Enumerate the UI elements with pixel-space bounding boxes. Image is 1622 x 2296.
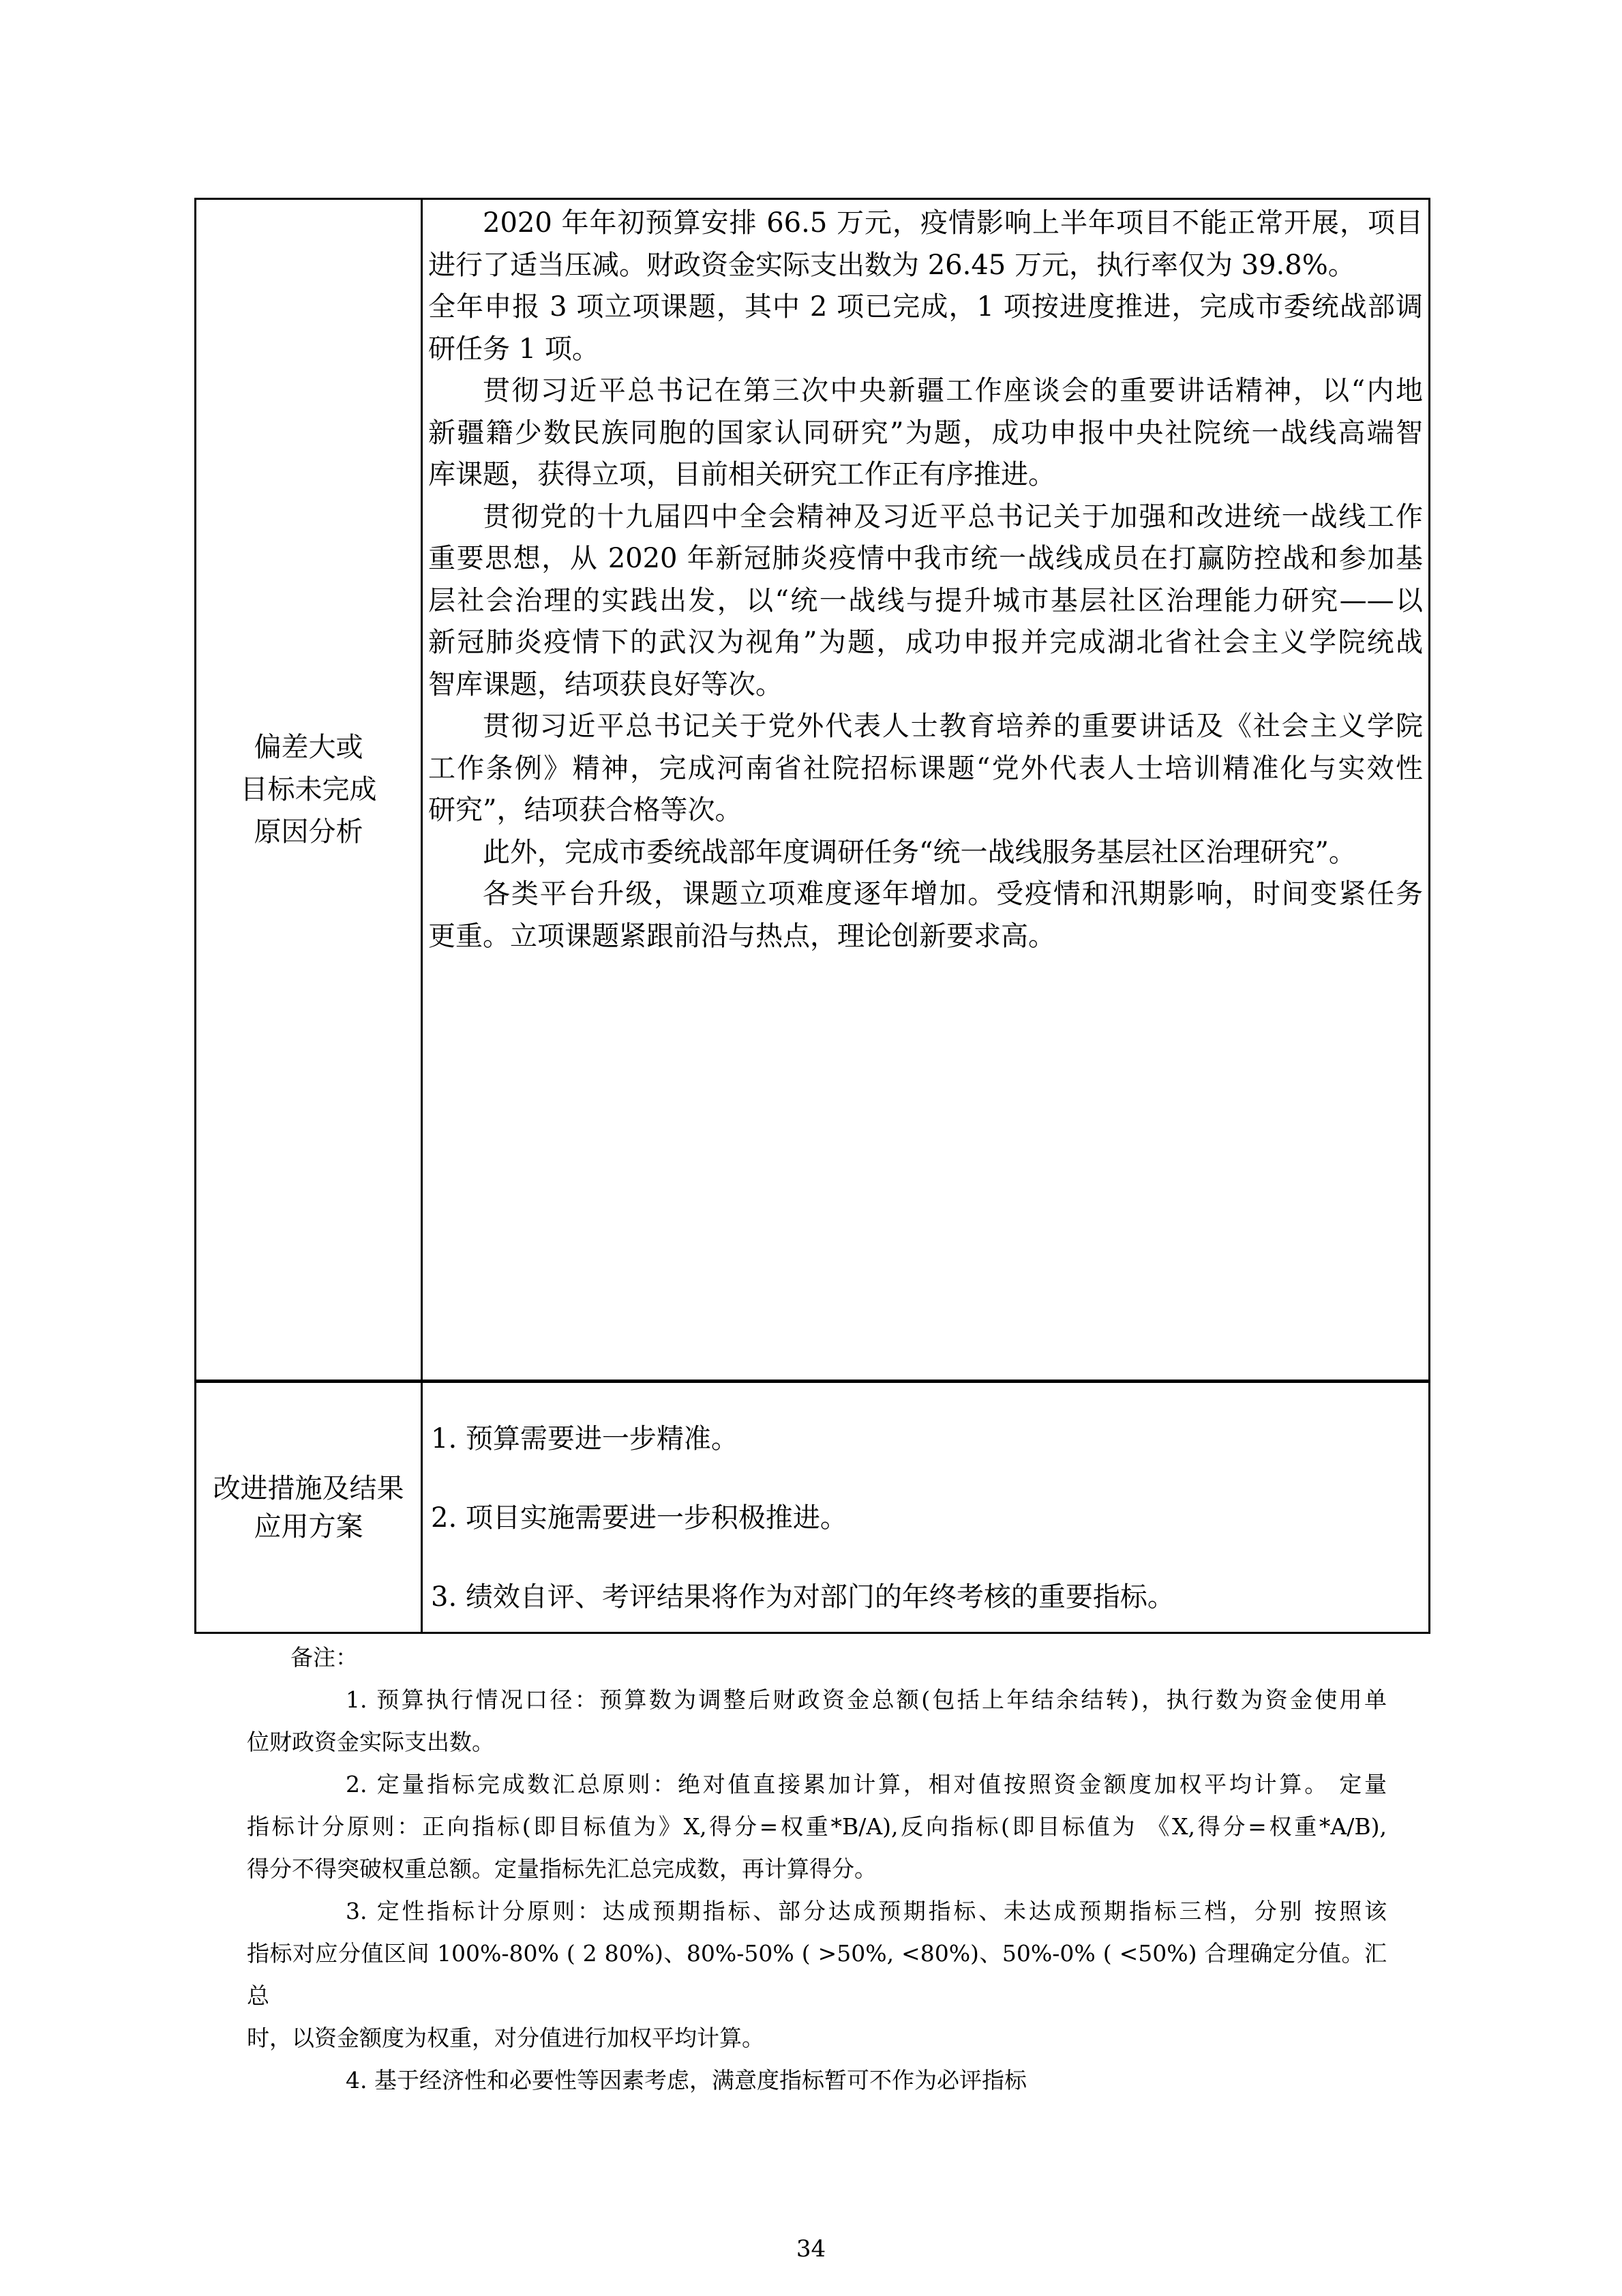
deviation-text-line: 贯彻党的十九届四中全会精神及习近平总书记关于加强和改进统一战线工作 [483, 501, 1423, 533]
page-number: 34 [796, 2235, 826, 2263]
performance-report-table [194, 198, 1430, 1634]
note-line: 时，以资金额度为权重，对分值进行加权平均计算。 [247, 2025, 764, 2051]
deviation-text-line: 新疆籍少数民族同胞的国家认同研究”为题，成功申报中央社院统一战线高端智 [428, 417, 1423, 449]
improvement-label-cell [196, 1383, 423, 1632]
deviation-text-line: 新冠肺炎疫情下的武汉为视角”为题，成功申报并完成湖北省社会主义学院统战 [428, 627, 1423, 658]
deviation-label-line: 原因分析 [254, 816, 363, 848]
notes-lines [247, 1679, 1387, 2102]
improvement-item: 2. 项目实施需要进一步积极推进。 [431, 1502, 847, 1534]
improvement-content-cell [423, 1383, 1428, 1632]
deviation-text-line: 重要思想，从 2020 年新冠肺炎疫情中我市统一战线成员在打赢防控战和参加基 [428, 543, 1423, 574]
deviation-text-line: 贯彻习近平总书记在第三次中央新疆工作座谈会的重要讲话精神，以“内地 [483, 375, 1423, 406]
note-line: 1. 预算执行情况口径：预算数为调整后财政资金总额(包括上年结余结转)，执行数为资金使用单 [346, 1686, 1387, 1713]
deviation-text-line: 进行了适当压减。财政资金实际支出数为 26.45 万元，执行率仅为 39.8%。 [428, 249, 1355, 281]
deviation-label-line: 目标未完成 [240, 774, 377, 805]
deviation-text-line: 贯彻习近平总书记关于党外代表人士教育培养的重要讲话及《社会主义学院 [483, 711, 1423, 742]
deviation-text-line: 研任务 1 项。 [428, 333, 599, 365]
deviation-text-line: 库课题，获得立项，目前相关研究工作正有序推进。 [428, 459, 1055, 490]
improvement-item: 3. 绩效自评、考评结果将作为对部门的年终考核的重要指标。 [431, 1581, 1175, 1613]
note-line: 3. 定性指标计分原则：达成预期指标、部分达成预期指标、未达成预期指标三档，分别 按照该 [346, 1898, 1387, 1924]
deviation-text-line: 智库课题，结项获良好等次。 [428, 668, 783, 700]
deviation-text-line: 工作条例》精神，完成河南省社院招标课题“党外代表人士培训精准化与实效性 [428, 752, 1423, 784]
deviation-text-line: 2020 年年初预算安排 66.5 万元，疫情影响上半年项目不能正常开展，项目 [483, 207, 1423, 239]
note-line: 2. 定量指标完成数汇总原则：绝对值直接累加计算，相对值按照资金额度加权平均计算。 定量 [346, 1771, 1387, 1798]
note-line: 得分不得突破权重总额。定量指标先汇总完成数，再计算得分。 [247, 1855, 877, 1882]
notes-section [247, 1637, 1387, 2102]
improvement-label-line: 改进措施及结果 [213, 1472, 404, 1504]
deviation-text-line: 此外，完成市委统战部年度调研任务“统一战线服务基层社区治理研究”。 [483, 836, 1356, 868]
notes-heading: 备注： [290, 1644, 358, 1671]
improvement-label-line: 应用方案 [254, 1510, 363, 1542]
improvement-item: 1. 预算需要进一步精准。 [431, 1423, 738, 1455]
deviation-text-line: 全年申报 3 项立项课题，其中 2 项已完成，1 项按进度推进，完成市委统战部调 [428, 291, 1423, 323]
deviation-text-line: 更重。立项课题紧跟前沿与热点，理论创新要求高。 [428, 920, 1055, 952]
row-deviation-analysis [196, 200, 1428, 1383]
deviation-content-cell [423, 200, 1428, 1380]
note-line: 指标计分原则：正向指标(即目标值为》X,得分=权重*B/A),反向指标(即目标值为 《X,得分=权重*A/B), [247, 1813, 1387, 1840]
deviation-text-line: 层社会治理的实践出发，以“统一战线与提升城市基层社区治理能力研究——以 [428, 584, 1423, 616]
deviation-label-line: 偏差大或 [254, 732, 363, 763]
deviation-text-line: 各类平台升级，课题立项难度逐年增加。受疫情和汛期影响，时间变紧任务 [483, 878, 1423, 910]
row-improvement-plan [196, 1383, 1428, 1632]
note-line: 指标对应分值区间 100%-80% ( 2 80%)、80%-50% ( >50%, <80%)、50%-0% ( <50%) 合理确定分值。汇总 [247, 1940, 1387, 2009]
note-line: 位财政资金实际支出数。 [247, 1729, 494, 1755]
note-line: 4. 基于经济性和必要性等因素考虑，满意度指标暂可不作为必评指标 [346, 2067, 1027, 2093]
deviation-text-line: 研究”，结项获合格等次。 [428, 794, 742, 826]
deviation-label-cell [196, 200, 423, 1380]
